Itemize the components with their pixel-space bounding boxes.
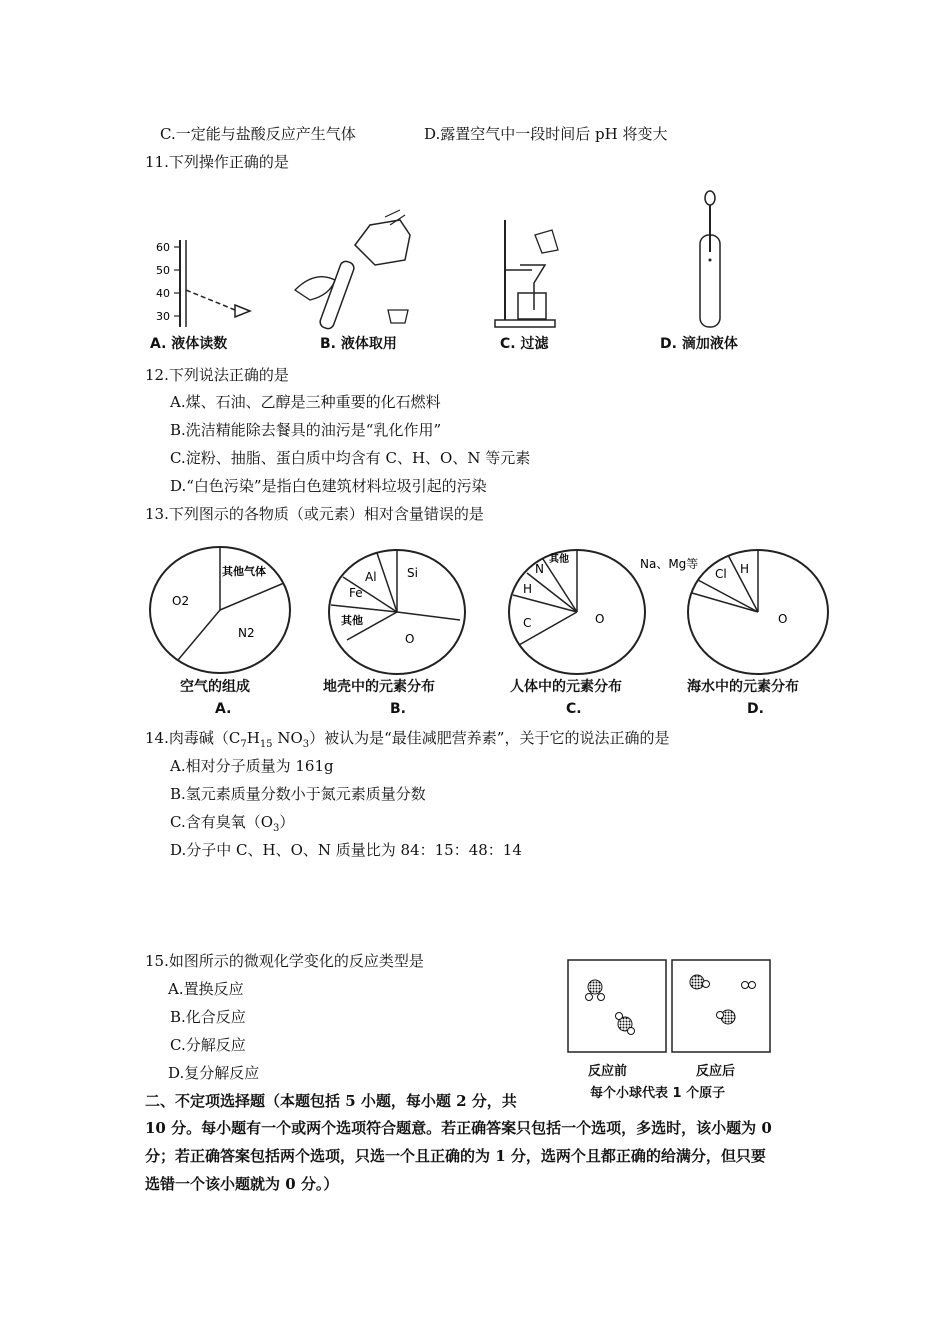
cylinder-reading-figure bbox=[150, 235, 270, 330]
pie-d-label-cl: Cl bbox=[715, 567, 727, 581]
reaction-figure bbox=[565, 957, 775, 1062]
tick-50: 50 bbox=[156, 264, 170, 277]
section2-line3: 分；若正确答案包括两个选项，只选一个且正确的为 1 分，选两个且都正确的给满分，但只要 bbox=[145, 1147, 766, 1165]
molecule-icon bbox=[586, 980, 605, 1001]
tick-40: 40 bbox=[156, 287, 170, 300]
pie-c-label-h: H bbox=[523, 582, 533, 596]
pie-a-label-other: 其他气体 bbox=[222, 565, 266, 578]
q11-label-b: B. 液体取用 bbox=[320, 336, 397, 352]
molecule-icon bbox=[717, 1010, 736, 1024]
q15-option-d: D.复分解反应 bbox=[168, 1064, 260, 1082]
filtration-figure bbox=[490, 215, 570, 330]
pie-c-letter: C. bbox=[566, 701, 582, 717]
pie-seawater bbox=[640, 545, 835, 675]
pie-d-caption: 海水中的元素分布 bbox=[687, 679, 799, 695]
pie-a-label-n2: N2 bbox=[238, 626, 255, 640]
pie-a-caption: 空气的组成 bbox=[180, 679, 250, 695]
pie-air bbox=[148, 545, 293, 675]
pie-human bbox=[505, 545, 650, 675]
section2-line4: 选错一个该小题就为 0 分。） bbox=[145, 1175, 339, 1193]
pie-b-label-o: O bbox=[405, 632, 415, 646]
q12-option-d: D.“白色污染”是指白色建筑材料垃圾引起的污染 bbox=[170, 477, 487, 495]
pie-a-letter: A. bbox=[215, 701, 232, 717]
q12-option-a: A.煤、石油、乙醇是三种重要的化石燃料 bbox=[170, 393, 441, 411]
after-box bbox=[672, 960, 770, 1052]
before-box bbox=[568, 960, 666, 1052]
pie-c-label-n: N bbox=[535, 562, 544, 576]
pie-c-caption: 人体中的元素分布 bbox=[510, 679, 622, 695]
q14-option-b: B.氢元素质量分数小于氮元素质量分数 bbox=[170, 785, 426, 803]
reaction-caption: 每个小球代表 1 个原子 bbox=[590, 1086, 726, 1101]
pie-b-label-al: Al bbox=[365, 570, 377, 584]
dropper-figure bbox=[690, 190, 730, 330]
after-label: 反应后 bbox=[696, 1064, 736, 1079]
q11-stem: 11.下列操作正确的是 bbox=[145, 153, 289, 171]
q12-stem: 12.下列说法正确的是 bbox=[145, 366, 289, 384]
molecule-icon bbox=[742, 982, 756, 989]
q13-stem: 13.下列图示的各物质（或元素）相对含量错误的是 bbox=[145, 505, 484, 523]
pie-c-label-o: O bbox=[595, 612, 605, 626]
q15-option-b: B.化合反应 bbox=[170, 1008, 246, 1026]
q14-option-d: D.分子中 C、H、O、N 质量比为 84：15：48：14 bbox=[170, 841, 522, 859]
q11-label-a: A. 液体读数 bbox=[150, 336, 228, 352]
pie-d-label-h: H bbox=[740, 562, 750, 576]
q10-option-c: C.一定能与盐酸反应产生气体 bbox=[160, 125, 356, 143]
eye-icon bbox=[235, 305, 250, 317]
liquid-pouring-figure bbox=[290, 205, 430, 330]
q12-option-b: B.洗洁精能除去餐具的油污是“乳化作用” bbox=[170, 421, 442, 439]
pie-b-label-fe: Fe bbox=[349, 586, 363, 600]
q14-option-c: C.含有臭氧$(O_3)$ bbox=[170, 813, 295, 834]
q12-option-c: C.淀粉、抽脂、蛋白质中均含有 C、H、O、N 等元素 bbox=[170, 449, 531, 467]
tick-60: 60 bbox=[156, 241, 170, 254]
q14-option-a: A.相对分子质量为 161g bbox=[170, 757, 334, 775]
pie-c-label-c: C bbox=[523, 616, 532, 630]
pie-b-label-other: 其他 bbox=[341, 614, 363, 627]
pie-b-label-si: Si bbox=[407, 566, 418, 580]
pie-b-letter: B. bbox=[390, 701, 406, 717]
molecule-icon bbox=[690, 975, 710, 989]
q15-option-a: A.置换反应 bbox=[168, 980, 244, 998]
tick-30: 30 bbox=[156, 310, 170, 323]
pie-crust bbox=[325, 545, 470, 675]
q14-stem: 14.肉毒碱（$C_7H_{15}$ $NO_3$）被认为是“最佳减肥营养素”，关于它的说法正确的是 bbox=[145, 729, 670, 750]
pie-d-letter: D. bbox=[747, 701, 764, 717]
q10-option-d: D.露置空气中一段时间后 pH 将变大 bbox=[424, 125, 668, 143]
section2-line2: 10 分。每小题有一个或两个选项符合题意。若正确答案只包括一个选项，多选时，该小题为 0 bbox=[145, 1119, 772, 1137]
q11-label-d: D. 滴加液体 bbox=[660, 336, 738, 352]
pie-b-caption: 地壳中的元素分布 bbox=[323, 679, 435, 695]
before-label: 反应前 bbox=[588, 1064, 628, 1079]
pie-d-label-o: O bbox=[778, 612, 788, 626]
q11-label-c: C. 过滤 bbox=[500, 336, 549, 352]
molecule-icon bbox=[616, 1013, 635, 1035]
pie-a-label-o2: O2 bbox=[172, 594, 190, 608]
section2-line1: 二、不定项选择题（本题包括 5 小题，每小题 2 分，共 bbox=[145, 1092, 517, 1110]
q15-option-c: C.分解反应 bbox=[170, 1036, 246, 1054]
q15-stem: 15.如图所示的微观化学变化的反应类型是 bbox=[145, 952, 424, 970]
pie-c-label-other: 其他 bbox=[549, 554, 569, 565]
pie-d-label-na-mg: Na、Mg等 bbox=[640, 557, 699, 571]
